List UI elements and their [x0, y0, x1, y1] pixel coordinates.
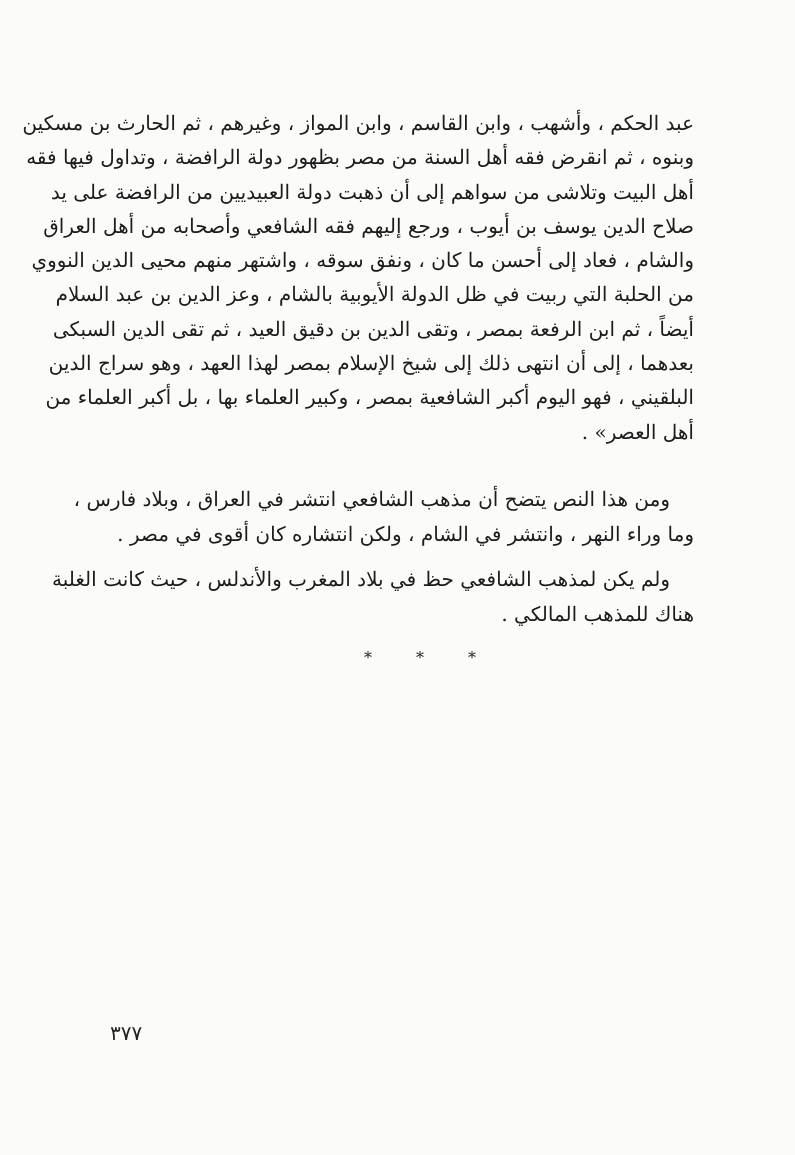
asterisk-icon: * [364, 648, 372, 667]
text-line: البلقيني ، فهو اليوم أكبر الشافعية بمصر ، وكبير العلماء بها ، بل أكبر العلماء من [45, 385, 694, 410]
asterisk-icon: * [468, 648, 476, 667]
section-separator [360, 648, 480, 667]
text-line: بعدهما ، إلى أن انتهى ذلك إلى شيخ الإسلام بمصر لهذا العهد ، وهو سراج الدين [48, 351, 694, 376]
text-line: عبد الحكم ، وأشهب ، وابن القاسم ، وابن المواز ، وغيرهم ، ثم الحارث بن مسكين [22, 111, 694, 135]
text-line: وبنوه ، ثم انقرض فقه أهل السنة من مصر بظهور دولة الرافضة ، وتداول فيها فقه [26, 145, 694, 170]
paragraph-spread [73, 482, 694, 552]
text-line: من الحلبة التي ربيت في ظل الدولة الأيوبية بالشام ، وعز الدين بن عبد السلام [55, 282, 694, 307]
text-line: وما وراء النهر ، وانتشر في الشام ، ولكن انتشاره كان أقوى في مصر . [117, 522, 694, 546]
text-line: أهل البيت وتلاشى من سواهم إلى أن ذهبت دولة العبيديين من الرافضة على يد [50, 179, 694, 204]
text-line: أيضاً ، ثم ابن الرفعة بمصر ، وتقى الدين بن دقيق العيد ، ثم تقى الدين السبكى [52, 316, 694, 341]
text-line: هناك للمذهب المالكي . [501, 602, 694, 626]
text-line: ولم يكن لمذهب الشافعي حظ في بلاد المغرب والأندلس ، حيث كانت الغلبة [52, 567, 670, 591]
text-line: أهل العصر» . [581, 419, 694, 444]
text-line: والشام ، فعاد إلى أحسن ما كان ، ونفق سوقه ، واشتهر منهم محيى الدين النووي [31, 248, 694, 273]
asterisk-icon: * [416, 648, 424, 667]
text-line: صلاح الدين يوسف بن أيوب ، ورجع إليهم فقه الشافعي وأصحابه من أهل العراق [43, 213, 694, 238]
paragraph-maghreb [52, 562, 694, 632]
text-line: ومن هذا النص يتضح أن مذهب الشافعي انتشر في العراق ، وبلاد فارس ، [73, 487, 670, 511]
main-paragraph [22, 106, 694, 449]
page-number: ٣٧٧ [110, 1021, 143, 1045]
